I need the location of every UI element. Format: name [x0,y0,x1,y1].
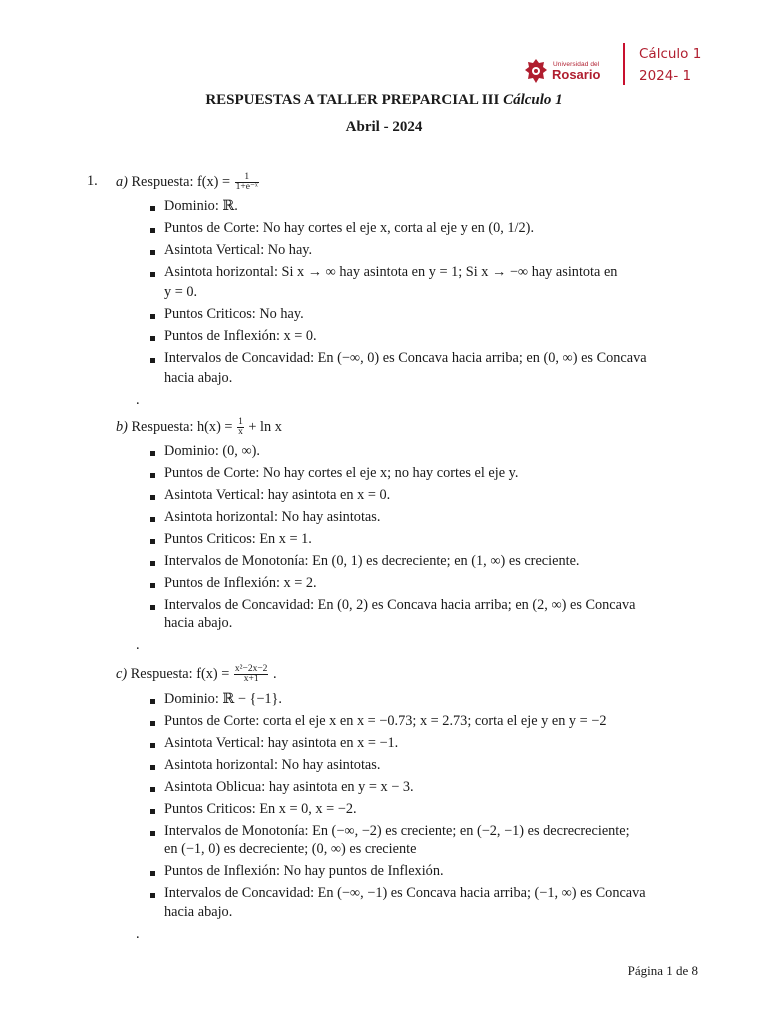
bullet-icon [150,809,155,814]
part-a-label: a) [116,173,128,190]
part-a-item: Intervalos de Concavidad: En (−∞, 0) es Concava hacia arriba; en (0, ∞) es Concava [164,350,647,366]
bullet-icon [150,250,155,255]
part-b-item: Dominio: (0, ∞). [164,443,260,459]
problem-number: 1. [87,173,98,189]
bullet-icon [150,743,155,748]
bullet-icon [150,473,155,478]
part-c-frac-num: x²−2x−2 [234,664,268,674]
part-b-frac-num: 1 [238,417,243,427]
bullet-icon [150,358,155,363]
part-a-frac-den: 1+e⁻ˣ [235,182,258,192]
part-b-answer-prefix: Respuesta: h(x) = [131,418,233,435]
course-name: Cálculo 1 [639,46,702,62]
part-c-item: Asintota Vertical: hay asintota en x = −1. [164,735,399,751]
part-b-item-continued: hacia abajo. [164,615,233,631]
page-number: Página 1 de 8 [627,963,698,978]
part-c-item: Intervalos de Concavidad: En (−∞, −1) es Concava hacia arriba; (−1, ∞) es Concava [164,885,646,901]
part-b-item: Puntos de Corte: No hay cortes el eje x; no hay cortes el eje y. [164,465,519,481]
course-term: 2024- 1 [639,68,692,84]
bullet-icon [150,893,155,898]
part-c-answer-suffix: . [273,665,277,682]
part-b-item: Asintota Vertical: hay asintota en x = 0. [164,487,391,503]
part-b-item: Intervalos de Monotonía: En (0, 1) es decreciente; en (1, ∞) es creciente. [164,553,580,569]
logo-university-line: Universidad del [553,61,600,68]
part-c-header [116,665,277,684]
part-b-item: Puntos Criticos: En x = 1. [164,531,312,547]
part-a-item: Puntos de Corte: No hay cortes el eje x, corta al eje y en (0, 1/2). [164,220,535,236]
bullet-icon [150,228,155,233]
bullet-icon [150,721,155,726]
bullet-icon [150,583,155,588]
title-italic: Cálculo 1 [503,92,563,108]
part-c-item: Puntos de Corte: corta el eje x en x = −0.73; x = 2.73; corta el eje y en y = −2 [164,713,607,729]
bullet-icon [150,605,155,610]
separator-dot: . [136,637,140,653]
part-a-item: Dominio: ℝ. [164,198,238,214]
university-logo [524,54,600,88]
course-info [639,43,701,87]
part-c-label: c) [116,665,128,682]
logo-name: Rosario [552,67,601,82]
part-b-label: b) [116,418,128,435]
part-b-header [116,418,282,437]
crest-icon [524,58,548,84]
bullet-icon [150,336,155,341]
part-a-item: Asintota Vertical: No hay. [164,242,313,258]
bullet-icon [150,539,155,544]
bullet-icon [150,314,155,319]
bullet-icon [150,831,155,836]
part-c-item: Puntos de Inflexión: No hay puntos de Inflexión. [164,863,444,879]
bullet-icon [150,517,155,522]
part-b-item: Asintota horizontal: No hay asintotas. [164,509,381,525]
part-b-item: Intervalos de Concavidad: En (0, 2) es Concava hacia arriba; en (2, ∞) es Concava [164,597,636,613]
part-a-item-continued: hacia abajo. [164,370,233,386]
part-c-item: Dominio: ℝ − {−1}. [164,691,282,707]
part-a-item-continued: y = 0. [164,284,198,300]
bullet-icon [150,787,155,792]
header-divider [623,43,625,85]
part-a-frac-num: 1 [235,173,259,183]
bullet-icon [150,765,155,770]
part-b-fraction [237,418,244,437]
part-c-item: Intervalos de Monotonía: En (−∞, −2) es creciente; en (−2, −1) es decrecreciente; [164,823,630,839]
document-title [0,92,768,109]
separator-dot: . [136,392,140,408]
part-c-item: Puntos Criticos: En x = 0, x = −2. [164,801,357,817]
document-date: Abril - 2024 [345,119,423,135]
part-a-item: Puntos de Inflexión: x = 0. [164,328,317,344]
part-c-item: Asintota Oblicua: hay asintota en y = x − 3. [164,779,414,795]
bullet-icon [150,272,155,277]
bullet-icon [150,451,155,456]
title-main: RESPUESTAS A TALLER PREPARCIAL III [205,92,500,108]
part-b-frac-den: x [238,427,243,437]
bullet-icon [150,871,155,876]
bullet-icon [150,699,155,704]
part-c-fraction [234,665,269,684]
part-a-header [116,173,260,192]
part-a-fraction [235,173,259,192]
part-b-item: Puntos de Inflexión: x = 2. [164,575,317,591]
part-a-item: Asintota horizontal: Si x → ∞ hay asintota en y = 1; Si x → −∞ hay asintota en [164,264,618,280]
part-c-frac-den: x+1 [243,674,259,684]
part-a-item: Puntos Criticos: No hay. [164,306,304,322]
bullet-icon [150,495,155,500]
part-c-item-continued: en (−1, 0) es decreciente; (0, ∞) es creciente [164,841,417,857]
bullet-icon [150,206,155,211]
separator-dot: . [136,926,140,942]
part-c-item: Asintota horizontal: No hay asintotas. [164,757,381,773]
part-c-item-continued: hacia abajo. [164,904,233,920]
part-c-answer-prefix: Respuesta: f(x) = [130,665,230,682]
part-b-answer-suffix: + ln x [248,418,282,435]
bullet-icon [150,561,155,566]
part-a-answer-prefix: Respuesta: f(x) = [131,173,231,190]
